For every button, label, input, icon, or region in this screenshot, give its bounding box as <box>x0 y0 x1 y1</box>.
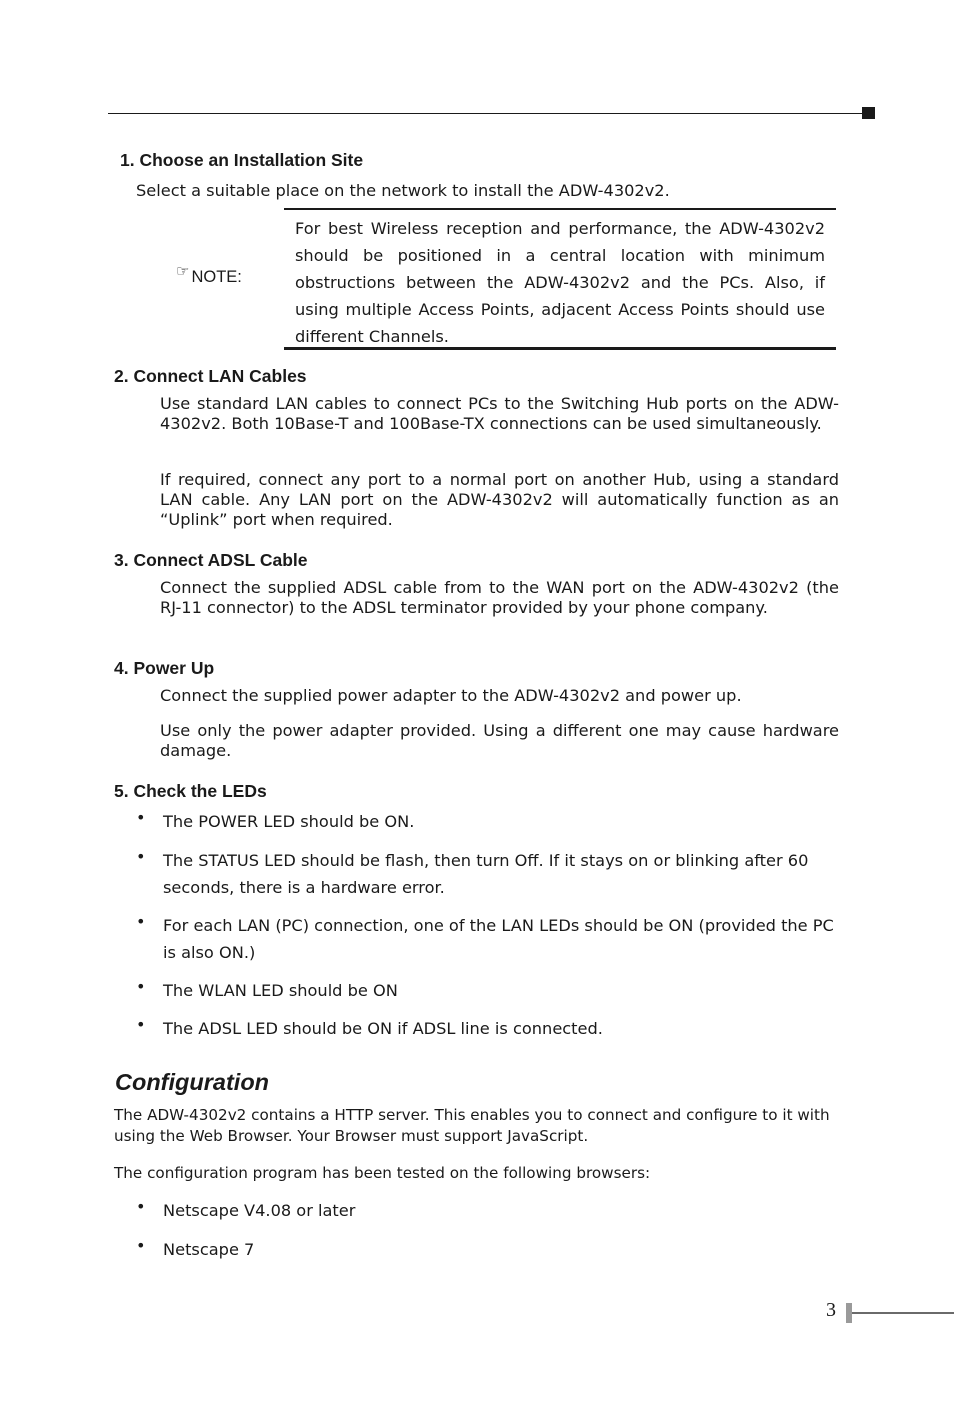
section-heading-4: 4. Power Up <box>114 658 215 678</box>
bullet-marker: • <box>136 1015 146 1034</box>
pointing-hand-icon: ☞ <box>176 263 190 280</box>
page-number: 3 <box>826 1299 836 1321</box>
note-text: For best Wireless reception and performance, the ADW-4302v2 should be positioned in a central location with minimum obstructions between the ADW-4302v2 and the PCs. Also, if using multiple Access Points, adjacent Access Points should use different Channels. <box>295 219 825 346</box>
bullet-marker: • <box>136 977 146 996</box>
configuration-title: Configuration <box>115 1069 270 1095</box>
section-2-paragraph-1: Use standard LAN cables to connect PCs to the Switching Hub ports on the ADW-4302v2. Both 10Base-T and 100Base-TX connections can be used simultaneously. <box>160 394 839 433</box>
section-3-paragraph-1: Connect the supplied ADSL cable from to the WAN port on the ADW-4302v2 (the RJ-11 connector) to the ADSL terminator provided by your phone company. <box>160 578 839 617</box>
section-heading-5: 5. Check the LEDs <box>114 781 267 801</box>
section-heading-1: 1. Choose an Installation Site <box>120 150 364 170</box>
bullet-marker: • <box>136 808 146 827</box>
section-heading-2: 2. Connect LAN Cables <box>114 366 307 386</box>
led-bullet-5: The ADSL LED should be ON if ADSL line is connected. <box>163 1019 603 1038</box>
bullet-marker: • <box>136 847 146 866</box>
header-square <box>862 107 875 119</box>
configuration-paragraph-1: The ADW-4302v2 contains a HTTP server. This enables you to connect and configure to it with using the Web Browser. Your Browser must support JavaScript. <box>114 1106 830 1145</box>
section-2-paragraph-2: If required, connect any port to a normal port on another Hub, using a standard LAN cable. Any LAN port on the ADW-4302v2 will automatically function as an “Uplink” port when required. <box>160 470 839 529</box>
led-bullet-1: The POWER LED should be ON. <box>163 812 415 831</box>
section-4-paragraph-2: Use only the power adapter provided. Using a different one may cause hardware damage. <box>160 721 839 760</box>
led-bullet-2: The STATUS LED should be flash, then turn Off. If it stays on or blinking after 60 seconds, there is a hardware error. <box>163 851 809 897</box>
bullet-marker: • <box>136 912 146 931</box>
led-bullet-3: For each LAN (PC) connection, one of the LAN LEDs should be ON (provided the PC is also ON.) <box>163 916 834 962</box>
bullet-marker: • <box>136 1197 146 1216</box>
header-rule <box>108 113 864 114</box>
note-label <box>176 263 242 287</box>
bullet-marker: • <box>136 1236 146 1255</box>
footer-rule <box>852 1312 954 1314</box>
note-label-text: NOTE: <box>191 268 242 286</box>
configuration-paragraph-2: The configuration program has been tested on the following browsers: <box>114 1164 651 1182</box>
section-text-1: Select a suitable place on the network to install the ADW-4302v2. <box>136 181 670 200</box>
led-bullet-4: The WLAN LED should be ON <box>163 981 398 1000</box>
browser-bullet-2: Netscape 7 <box>163 1240 255 1259</box>
section-4-paragraph-1: Connect the supplied power adapter to the ADW-4302v2 and power up. <box>160 686 742 705</box>
section-heading-3: 3. Connect ADSL Cable <box>114 550 308 570</box>
browser-bullet-1: Netscape V4.08 or later <box>163 1201 356 1220</box>
